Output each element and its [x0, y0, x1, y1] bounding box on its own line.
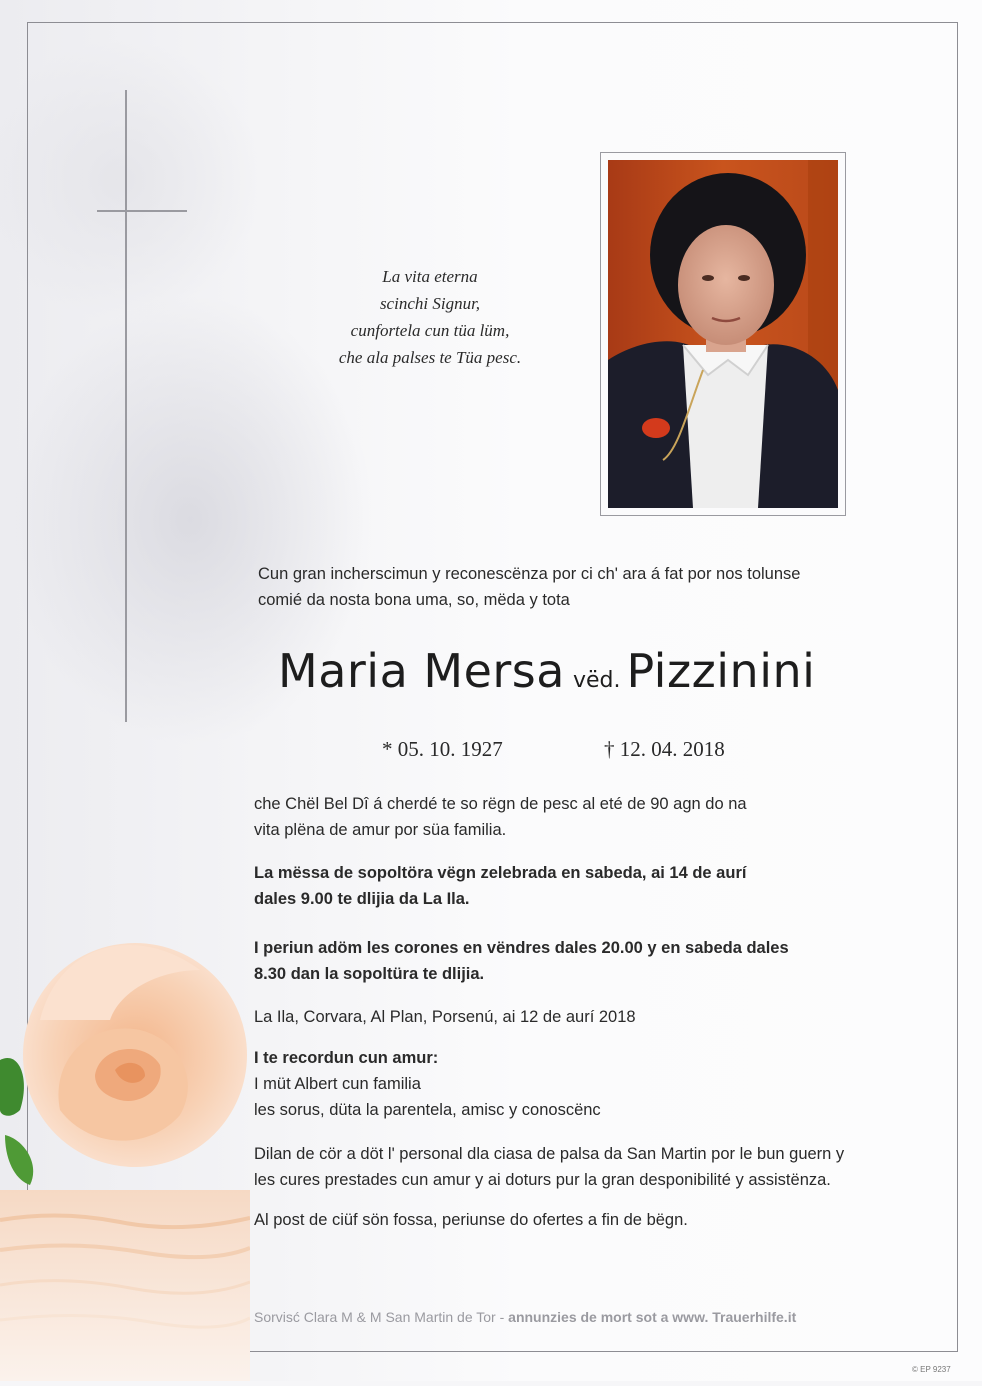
paragraph-line: les cures prestades cun amur y ai doturs pur la gran desponibilité y assistënza.: [254, 1171, 831, 1189]
paragraph-mourners: [254, 1045, 894, 1123]
document-code: © EP 9237: [912, 1365, 951, 1374]
intro-text: [258, 561, 878, 613]
mourners-heading: I te recordun cun amur:: [254, 1049, 439, 1067]
paragraph-donations: [254, 1207, 894, 1233]
paragraph-line: I periun adöm les corones en vëndres dales 20.00 y en sabeda dales: [254, 939, 789, 957]
verse-line: La vita eterna: [382, 267, 478, 286]
paragraph-line: les sorus, düta la parentela, amisc y conoscënc: [254, 1101, 601, 1119]
paragraph-thanks: [254, 1141, 894, 1193]
portrait-photo: [608, 160, 838, 508]
verse: [300, 263, 560, 371]
deceased-name: [278, 644, 815, 698]
paragraph-place-date: [254, 1004, 894, 1030]
birth-date: * 05. 10. 1927: [382, 737, 503, 761]
first-name: Maria Mersa: [278, 644, 565, 698]
intro-line: Cun gran incherscimun y reconescënza por ci ch' ara á fat por nos tolunse: [258, 565, 801, 583]
paragraph-passing: [254, 791, 894, 843]
paragraph-line: La mëssa de sopoltöra vëgn zelebrada en sabeda, ai 14 de aurí: [254, 864, 747, 882]
footer-website: annunzies de mort sot a www. Trauerhilfe.it: [508, 1309, 797, 1325]
cross-horizontal-bar: [97, 210, 187, 212]
paragraph-line: Dilan de cör a döt l' personal dla ciasa de palsa da San Martin por le bun guern y: [254, 1145, 845, 1163]
cross-vertical-bar: [125, 90, 127, 722]
paragraph-line: Al post de ciüf sön fossa, periunse do ofertes a fin de bëgn.: [254, 1211, 688, 1229]
verse-line: cunfortela cun tüa lüm,: [350, 321, 510, 340]
last-name: Pizzinini: [626, 644, 816, 698]
paragraph-prayers: [254, 935, 894, 987]
paragraph-line: che Chël Bel Dî á cherdé te so rëgn de pesc al eté de 90 agn do na: [254, 795, 747, 813]
paragraph-line: 8.30 dan la sopoltüra te dlijia.: [254, 965, 485, 983]
verse-line: che ala palses te Tüa pesc.: [338, 348, 522, 367]
paragraph-line: La Ila, Corvara, Al Plan, Porsenú, ai 12 de aurí 2018: [254, 1008, 636, 1026]
death-date: † 12. 04. 2018: [604, 737, 725, 761]
footer-service: Sorvisć Clara M & M San Martin de Tor -: [254, 1309, 509, 1325]
verse-line: scinchi Signur,: [379, 294, 481, 313]
intro-line: comié da nosta bona uma, so, mëda y tota: [258, 591, 570, 609]
paragraph-line: dales 9.00 te dlijia da La Ila.: [254, 890, 470, 908]
paragraph-funeral-mass: [254, 860, 894, 912]
footer-credit: [254, 1309, 796, 1325]
widow-abbrev: vëd.: [572, 668, 621, 693]
paragraph-line: I müt Albert cun familia: [254, 1075, 421, 1093]
rose-image: [0, 900, 250, 1381]
paragraph-line: vita plëna de amur por süa familia.: [254, 821, 507, 839]
